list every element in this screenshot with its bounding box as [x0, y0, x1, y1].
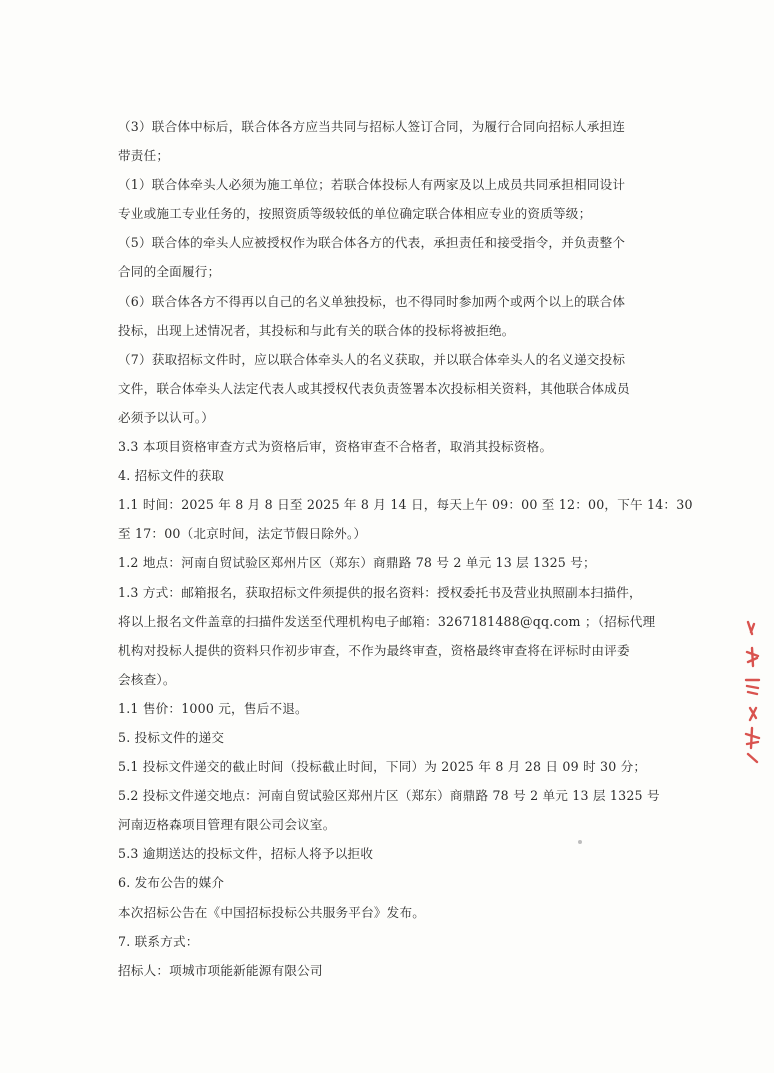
- text-line: 投标，出现上述情况者，其投标和与此有关的联合体的投标将被拒绝。: [118, 322, 515, 338]
- text-line: 会核查）。: [118, 671, 176, 687]
- text-line: 1.3 方式：邮箱报名，获取招标文件须提供的报名资料：授权委托书及营业执照副本扫描件，: [118, 584, 642, 600]
- text-line: （1）联合体牵头人必须为施工单位；若联合体投标人有两家及以上成员共同承担相同设计: [118, 177, 626, 193]
- text-line: 至 17：00（北京时间，法定节假日除外。）: [118, 526, 367, 542]
- text-line: 本次招标公告在《中国招标投标公共服务平台》发布。: [118, 904, 426, 920]
- section-heading: 7. 联系方式：: [118, 933, 199, 949]
- text-line: 合同的全面履行；: [118, 264, 221, 280]
- text-line: 1.1 售价：1000 元，售后不退。: [118, 700, 308, 716]
- text-line: 必须予以认可。）: [118, 409, 215, 425]
- text-line: 河南迈格森项目管理有限公司会议室。: [118, 817, 336, 833]
- text-line: （7）获取招标文件时，应以联合体牵头人的名义获取，并以联合体牵头人的名义递交投标: [118, 351, 626, 367]
- seal-stamp-fragment: [742, 618, 764, 766]
- text-line: 1.1 时间：2025 年 8 月 8 日至 2025 年 8 月 14 日，每天上午 09：00 至 12：00，下午 14：30: [118, 497, 693, 513]
- document-body: [118, 112, 693, 985]
- text-line: 专业或施工专业任务的，按照资质等级较低的单位确定联合体相应专业的资质等级；: [118, 206, 592, 222]
- text-line: 5.1 投标文件递交的截止时间（投标截止时间，下同）为 2025 年 8 月 28 日 09 时 30 分；: [118, 759, 647, 775]
- scan-speck: [578, 840, 582, 844]
- text-line: （6）联合体各方不得再以自己的名义单独投标，也不得同时参加两个或两个以上的联合体: [118, 293, 626, 309]
- text-line: 带责任；: [118, 148, 170, 164]
- text-line: 1.2 地点：河南自贸试验区郑州片区（郑东）商鼎路 78 号 2 单元 13 层 1325 号；: [118, 555, 596, 571]
- text-line: （5）联合体的牵头人应被授权作为联合体各方的代表，承担责任和接受指令，并负责整个: [118, 235, 626, 251]
- text-line: 3.3 本项目资格审查方式为资格后审，资格审查不合格者，取消其投标资格。: [118, 439, 553, 455]
- section-heading: 5. 投标文件的递交: [118, 729, 225, 745]
- section-heading: 4. 招标文件的获取: [118, 468, 225, 484]
- text-line: 机构对投标人提供的资料只作初步审查，不作为最终审查，资格最终审查将在评标时由评委: [118, 642, 630, 658]
- text-line: 5.2 投标文件递交地点：河南自贸试验区郑州片区（郑东）商鼎路 78 号 2 单元 13 层 1325 号: [118, 788, 660, 804]
- section-heading: 6. 发布公告的媒介: [118, 875, 225, 891]
- text-line: 招标人：项城市项能新能源有限公司: [118, 962, 323, 978]
- text-line: （3）联合体中标后，联合体各方应当共同与招标人签订合同，为履行合同向招标人承担连: [118, 119, 626, 134]
- text-line: 将以上报名文件盖章的扫描件发送至代理机构电子邮箱：3267181488@qq.com ；（招标代理: [118, 613, 656, 629]
- text-line: 5.3 逾期送达的投标文件，招标人将予以拒收: [118, 846, 374, 862]
- text-line: 文件，联合体牵头人法定代表人或其授权代表负责签署本次投标相关资料，其他联合体成员: [118, 380, 630, 396]
